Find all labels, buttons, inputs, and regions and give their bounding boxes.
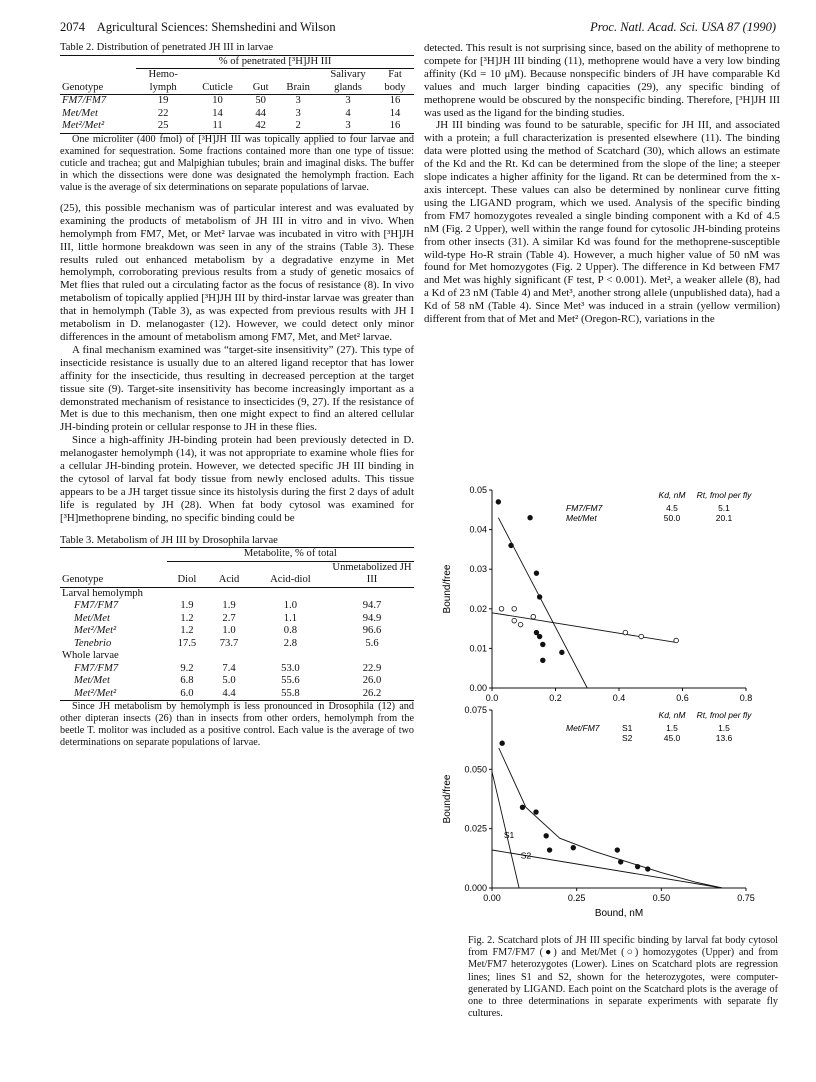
paragraph: detected. This result is not surprising since, based on the ability of methoprene to compete for [³H]JH III binding (11), methoprene would have a very low binding affinity (Kd = 10 μM). Because nonspecific binders of JH have comparable Kd values and much larger binding capacities (29), any specific binding of methoprene would be obscured by the nonspecific binding. Therefore, [³H]JH III was used as the ligand for the binding studies. (424, 42, 780, 119)
legend-kd: 45.0 (663, 733, 681, 743)
table-cell: 6.0 (167, 688, 208, 701)
table-cell: 94.9 (362, 612, 382, 624)
line-label-s1: S1 (503, 830, 515, 841)
legend-line-name: S1 (622, 723, 633, 733)
table-3-col-aciddiol: Acid-diol (251, 561, 330, 587)
table-cell: 3 (345, 95, 351, 107)
legend-series-name: Met/Met (566, 513, 597, 523)
legend-kd: 50.0 (663, 513, 681, 523)
table-cell: 2.7 (222, 612, 236, 624)
genotype-cell: FM7/FM7 (62, 95, 107, 107)
legend-header-rt: Rt, fmol per fly (696, 490, 752, 500)
table-cell: 3 (295, 107, 301, 119)
data-point-filled (571, 845, 576, 850)
legend-header-kd: Kd, nM (658, 490, 686, 500)
data-point-open (518, 622, 523, 627)
table-cell: 14 (212, 107, 223, 119)
table-2-col-genotype: Genotype (60, 69, 136, 95)
genotype-cell: Met²/Met² (74, 625, 117, 637)
table-row (60, 663, 414, 676)
legend-rt: 1.5 (718, 723, 730, 733)
figure-2 (440, 478, 780, 918)
legend-title: Met/FM7 (566, 723, 600, 733)
running-header-right: Proc. Natl. Acad. Sci. USA 87 (1990) (590, 20, 776, 34)
y-tick-label: 0.03 (469, 564, 487, 575)
data-point-filled (537, 634, 542, 639)
table-cell: 11 (190, 120, 245, 133)
genotype-cell: Met²/Met² (60, 120, 136, 133)
table-cell: 53.0 (281, 662, 300, 674)
genotype-cell: Met²/Met² (60, 688, 167, 701)
y-tick-label: 0.050 (464, 764, 487, 775)
legend-header-kd: Kd, nM (658, 710, 686, 720)
legend-line-name: S2 (622, 733, 633, 743)
x-tick-label: 0.25 (567, 893, 586, 903)
paragraph: A final mechanism examined was “target-site insensitivity” (27). This type of insecticide resistance is usually due to an altered ligand receptor that has lower affinity for the insecticide, thus resulting in decreased perception at the target tissue site (9). Target-site insensitivity has become increasingly important as a demonstrated mechanism of resistance to insecticides (9, 27). If the resistance of Met is due to this mechanism, then one might expect to find an altered cellular JH-binding protein or cellular response to JH in these flies. (60, 343, 414, 434)
data-point-open (512, 607, 517, 612)
table-2-note: One microliter (400 fmol) of [³H]JH III was topically applied to four larvae and examined for sequestration. Some fractions contained more than one type of tissue: cuticle and trachea; gut and Malpighian tubules; brain and imaginal disks. The buffer in which the dissections were done was designated the hemolymph fraction. Each value is the average of six determinations on separate populations of larvae. (60, 133, 414, 193)
table-cell: 3 (320, 120, 376, 133)
genotype-cell: Tenebrio (74, 637, 112, 649)
data-point-open (512, 618, 517, 623)
x-tick-label: 0.2 (549, 693, 562, 703)
table-row (60, 613, 414, 626)
data-point-filled (547, 848, 552, 853)
legend-series-name: FM7/FM7 (566, 503, 603, 513)
left-column (60, 42, 414, 749)
y-tick-label: 0.00 (469, 683, 487, 693)
data-point-filled (534, 630, 539, 635)
data-point-open (623, 630, 628, 635)
y-tick-label: 0.025 (464, 823, 487, 834)
table-2-col-cuticle: Cuticle (190, 69, 245, 95)
legend-header-rt: Rt, fmol per fly (696, 710, 752, 720)
data-point-filled (544, 833, 549, 838)
table-2-col-hemolymph: Hemo-lymph (136, 69, 190, 95)
line-label-s2: S2 (520, 850, 532, 861)
table-cell: 55.8 (251, 688, 330, 701)
data-point-filled (541, 642, 546, 647)
x-tick-label: 0.8 (739, 693, 753, 703)
table-cell: 1.2 (180, 612, 194, 624)
table-3-note: Since JH metabolism by hemolymph is less pronounced in Drosophila (12) and other dipteran insects (26) than in insects from other orders, hemolymph from the beetle T. molitor was included as a positive control. Each value is the average of two determinations on separate populations of larvae. (60, 701, 414, 749)
y-axis-label: Bound/free (442, 564, 453, 614)
table-section-title: Larval hemolymph (62, 587, 143, 599)
figure-caption: Fig. 2. Scatchard plots of JH III specific binding by larval fat body cytosol from FM7/FM7 (●) and Met/Met (○) homozygotes (Upper) and from Met/FM7 heterozygotes (Lower). Lines on Scatchard plots are regression lines; lines S1 and S2, shown for the heterozygotes, were computer-generated by LIGAND. Each point on the Scatchard plots is the average of one to three determinations in separate experiments with separate fly cultures. (468, 935, 778, 1020)
table-2-caption: Table 2. Distribution of penetrated JH III in larvae (60, 42, 274, 53)
table-cell: 26.0 (362, 675, 382, 687)
table-cell: 4.4 (207, 688, 251, 701)
data-point-filled (496, 500, 501, 505)
table-cell: 16 (389, 95, 401, 107)
table-cell: 1.1 (283, 612, 298, 624)
legend-rt: 20.1 (715, 513, 733, 523)
table-cell: 1.2 (180, 625, 194, 637)
table-cell: 6.8 (180, 675, 194, 687)
table-cell: 55.6 (281, 675, 300, 687)
table-row (60, 108, 414, 121)
table-row (60, 688, 414, 701)
fit-line-sum (499, 748, 723, 888)
y-axis-label: Bound/free (442, 774, 453, 824)
data-point-open (531, 614, 536, 619)
data-point-filled (528, 515, 533, 520)
genotype-cell: Met/Met (62, 107, 98, 119)
table-cell: 7.4 (222, 662, 236, 674)
table-cell: 22.9 (362, 662, 382, 674)
table-cell: 44 (255, 107, 266, 119)
data-point-filled (645, 867, 650, 872)
table-cell: 1.0 (222, 625, 236, 637)
data-point-filled (534, 571, 539, 576)
data-point-filled (560, 650, 565, 655)
table-2 (60, 42, 414, 194)
table-cell: 1.9 (222, 600, 236, 612)
data-point-filled (509, 543, 514, 548)
table-cell: 94.7 (362, 600, 382, 612)
table-row (60, 600, 414, 613)
table-cell: 1.9 (180, 600, 194, 612)
x-tick-label: 0.50 (652, 893, 671, 903)
table-2-group-header: % of penetrated [³H]JH III (136, 55, 414, 69)
y-tick-label: 0.000 (464, 883, 487, 893)
table-cell: 0.8 (283, 625, 298, 637)
data-point-open (499, 607, 504, 612)
table-2-col-brain: Brain (276, 69, 320, 95)
table-cell: 50 (255, 95, 266, 107)
table-row (60, 120, 414, 133)
table-cell: 17.5 (177, 637, 197, 649)
table-3-col-genotype: Genotype (60, 561, 167, 587)
table-cell: 2 (276, 120, 320, 133)
data-point-filled (635, 864, 640, 869)
table-3-col-unmetabolized: Unmetabolized JH III (330, 561, 414, 587)
table-row (60, 625, 414, 638)
table-section-title: Whole larvae (62, 650, 119, 662)
data-point-open (639, 634, 644, 639)
table-cell: 19 (157, 95, 169, 107)
paragraph: Since a high-affinity JH-binding protein had been previously detected in D. melanogaster hemolymph (14), it was not appropriate to examine whole flies for a cellular JH-binding protein. However, we detected specific JH III binding in the cytosol of larval fat body tissue from newly enclosed adults. This tissue appears to be a JH target tissue since its histolysis during the first 2 days of adult life is regulated by JH (28). When fat body cytosol was examined for [³H]methoprene binding, no specific binding could be (60, 434, 414, 524)
table-cell: 73.7 (219, 637, 239, 649)
genotype-cell: FM7/FM7 (74, 662, 119, 674)
genotype-cell: FM7/FM7 (74, 600, 119, 612)
table-row (60, 95, 414, 108)
table-2-col-salivary: Salivary glands (320, 69, 376, 95)
table-row (60, 638, 414, 651)
y-tick-label: 0.02 (469, 603, 487, 614)
legend-kd: 1.5 (666, 723, 678, 733)
table-cell: 5.6 (365, 637, 379, 649)
legend-rt: 5.1 (718, 503, 730, 513)
table-cell: 16 (376, 120, 414, 133)
x-tick-label: 0.6 (676, 693, 689, 703)
legend-rt: 13.6 (715, 733, 733, 743)
x-tick-label: 0.0 (485, 693, 499, 703)
table-cell: 25 (136, 120, 190, 133)
table-cell: 5.0 (222, 675, 236, 687)
paragraph: JH III binding was found to be saturable, specific for JH III, and associated with a protein; a full characterization is presented elsewhere (11). The binding data were plotted using the method of Scatchard (30), which allows an estimate of the Kd and the Rt. Kd can be determined from the slope of the line; a steeper slope indicates a higher affinity for the ligand. Rt can be determined from the x-axis intercept. These values can also be determined by nonlinear curve fitting using the LIGAND program, which we used. Analysis of the specific binding from FM7 homozygotes revealed a single binding component with a Kd of 4.5 nM (Fig. 2 Upper), well within the range found for cytosolic JH-binding proteins from other insects (31). A similar Kd was found for the methoprene-susceptible wild-type Ho-R strain (Table 4). However, a much higher value of 50 nM was found for Met homozygotes (Fig. 2 Upper). The difference in Kd between FM7 and Met was highly significant (F test, P < 0.001). Met², a weaker allele (8), had a Kd of 23 nM (Table 4) and Met³, another strong allele (unpublished data), had a Kd of 58 nM (Table 4). Since Met³ was induced in a strain (yellow vermilion) different from that of Met and Met² (Oregon-RC), variations in the (424, 119, 780, 326)
table-3-group-header: Metabolite, % of total (167, 548, 414, 562)
scatchard-plots (440, 478, 780, 918)
x-axis-label: Bound, nM (594, 908, 644, 918)
x-tick-label: 0.75 (737, 893, 755, 903)
table-2-col-fatbody: Fat body (376, 69, 414, 95)
y-tick-label: 0.05 (469, 485, 487, 495)
y-tick-label: 0.04 (469, 524, 487, 535)
legend-kd: 4.5 (666, 503, 678, 513)
table-2-col-gut: Gut (245, 69, 276, 95)
table-cell: 14 (389, 107, 401, 119)
table-cell: 3 (295, 95, 301, 107)
left-body-text (60, 202, 414, 525)
y-tick-label: 0.075 (464, 705, 487, 715)
table-cell: 2.8 (283, 637, 298, 649)
table-cell: 42 (245, 120, 276, 133)
data-point-filled (520, 805, 525, 810)
table-cell: 9.2 (180, 662, 194, 674)
data-point-open (674, 638, 679, 643)
x-tick-label: 0.4 (612, 693, 626, 703)
data-point-filled (615, 848, 620, 853)
data-point-filled (618, 860, 623, 865)
table-3-caption: Table 3. Metabolism of JH III by Drosophila larvae (60, 534, 278, 546)
right-column (424, 42, 780, 326)
genotype-cell: Met/Met (74, 612, 110, 624)
data-point-filled (534, 810, 539, 815)
table-cell: 4 (345, 107, 351, 119)
x-tick-label: 0.00 (483, 893, 501, 903)
table-3 (60, 535, 414, 750)
table-cell: 10 (212, 95, 223, 107)
table-cell: 1.0 (283, 600, 298, 612)
table-3-col-diol: Diol (167, 561, 208, 587)
data-point-filled (541, 658, 546, 663)
running-header-left: 2074 Agricultural Sciences: Shemshedini and Wilson (60, 20, 336, 34)
y-tick-label: 0.01 (469, 643, 487, 654)
data-point-filled (500, 741, 505, 746)
data-point-filled (537, 595, 542, 600)
table-cell: 96.6 (362, 625, 382, 637)
paragraph: (25), this possible mechanism was of particular interest and was evaluated by examining the products of metabolism of JH III in vitro and in vivo. When hemolymph from FM7, Met, or Met² larvae was incubated in vitro with [³H]JH III, little hormone breakdown was seen in any of the strains (Table 3). These results ruled out enhanced metabolism by a degradative enzyme in Met hemolymph, corroborating previous results from a study of genetic mosaics of Met flies that ruled out a circulating factor as the focus of resistance (8). In vivo metabolism of topically applied [³H]JH III by third-instar larvae was greater than that in hemolymph (Table 3), as was expected from previous results with JH I metabolism in D. melanogaster (12). However, we could detect only minor differences in the amount of metabolism among FM7, Met, and Met² larvae. (60, 201, 414, 343)
table-3-col-acid: Acid (207, 561, 251, 587)
genotype-cell: Met/Met (74, 675, 110, 687)
table-cell: 22 (157, 107, 169, 119)
table-cell: 26.2 (330, 688, 414, 701)
table-row (60, 675, 414, 688)
regression-line (492, 613, 676, 643)
